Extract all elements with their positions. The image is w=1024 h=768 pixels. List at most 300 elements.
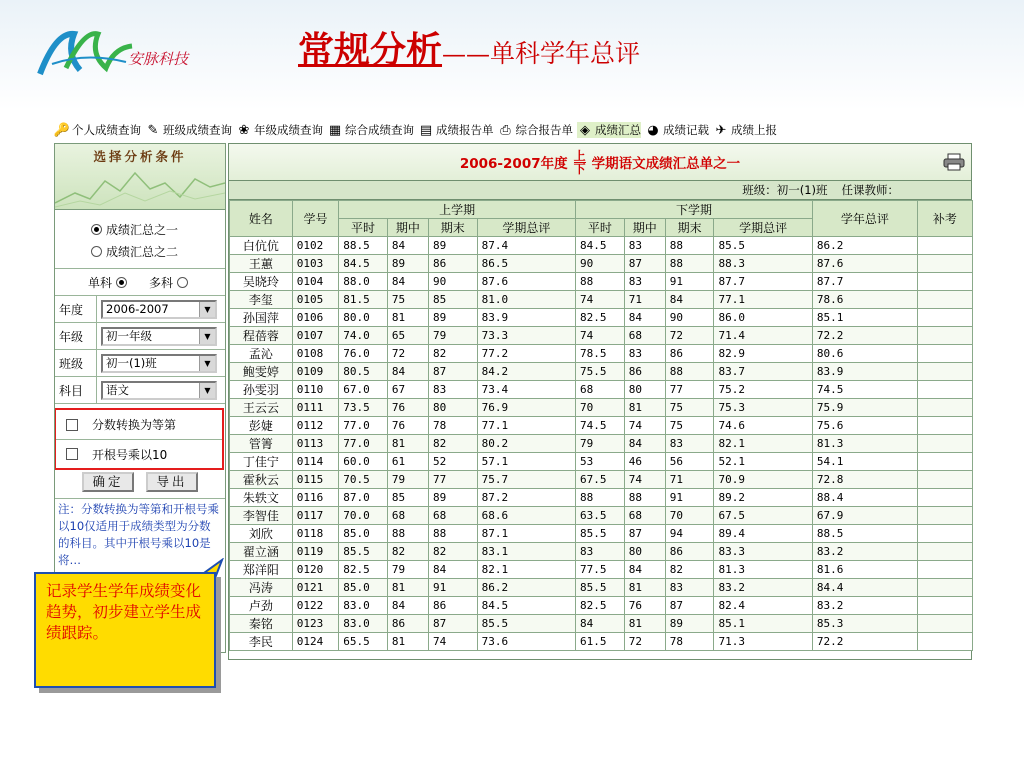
cell-score: 57.1 — [477, 453, 575, 471]
table-row[interactable] — [230, 525, 973, 543]
cell-score: 75.2 — [714, 381, 812, 399]
table-row[interactable] — [230, 453, 973, 471]
cell-score: 77.0 — [339, 435, 388, 453]
toolbar-item-label: 个人成绩查询 — [72, 123, 141, 137]
cell-score: 87 — [624, 255, 665, 273]
cell-name: 冯涛 — [230, 579, 293, 597]
table-row[interactable] — [230, 237, 973, 255]
cell-score: 82.4 — [714, 597, 812, 615]
cell-score: 76 — [624, 597, 665, 615]
class-label: 班级：初一(1)班 — [742, 183, 828, 197]
action-buttons — [55, 472, 225, 494]
cell-score: 84 — [624, 309, 665, 327]
radio-summary1[interactable] — [55, 218, 225, 240]
cell-score: 83.0 — [339, 615, 388, 633]
cell-score: 68 — [624, 507, 665, 525]
cell-name: 王云云 — [230, 399, 293, 417]
cell-name: 白伉伉 — [230, 237, 293, 255]
cell-score: 89 — [428, 237, 477, 255]
cell-score: 67.5 — [714, 507, 812, 525]
callout-text: 记录学生学年成绩变化趋势，初步建立学生成绩跟踪。 — [46, 582, 202, 642]
toolbar-item-3[interactable] — [327, 122, 414, 138]
cell-score: 90 — [665, 309, 714, 327]
mode-multi-label: 多科 — [149, 275, 174, 290]
table-row[interactable] — [230, 363, 973, 381]
cell-score: 82.5 — [576, 597, 625, 615]
toolbar-item-label: 成绩汇总 — [595, 123, 641, 137]
grid-title — [229, 144, 971, 181]
col-lower-term: 下学期 — [576, 201, 813, 219]
printer-icon[interactable] — [943, 153, 965, 171]
cell-score: 85.5 — [576, 525, 625, 543]
cell-score: 88 — [624, 489, 665, 507]
export-button[interactable]: 导出 — [146, 472, 198, 492]
cell-score: 88 — [665, 237, 714, 255]
table-row[interactable] — [230, 543, 973, 561]
cell-score: 54.1 — [812, 453, 917, 471]
cell-score: 68 — [428, 507, 477, 525]
toolbar-item-label: 成绩记载 — [663, 123, 709, 137]
cell-score: 89 — [428, 489, 477, 507]
cell-score: 72.2 — [812, 633, 917, 651]
cell-score: 78 — [428, 417, 477, 435]
cell-name: 孙国萍 — [230, 309, 293, 327]
toolbar — [54, 118, 972, 142]
cell-score: 52 — [428, 453, 477, 471]
cell-score: 83 — [665, 435, 714, 453]
options-highlight-box — [54, 408, 224, 470]
page-title — [298, 22, 640, 73]
cell-score: 80.2 — [477, 435, 575, 453]
toolbar-item-7[interactable] — [645, 122, 709, 138]
filter-field-label: 年级 — [55, 323, 97, 349]
radio-summary2-indicator[interactable] — [91, 246, 102, 257]
filter-select[interactable] — [101, 300, 217, 319]
cell-score: 87 — [428, 615, 477, 633]
cell-score: 74 — [624, 417, 665, 435]
col-lower-usual: 平时 — [576, 219, 625, 237]
cell-score: 76 — [387, 399, 428, 417]
mode-multi-radio[interactable] — [177, 277, 188, 288]
filter-select[interactable] — [101, 327, 217, 346]
cell-score: 82 — [428, 345, 477, 363]
cell-score: 81 — [624, 399, 665, 417]
table-row[interactable] — [230, 417, 973, 435]
cell-score: 85 — [428, 291, 477, 309]
cell-score: 81.3 — [812, 435, 917, 453]
grid-title-subject: 学期语文成绩汇总单之一 — [591, 156, 741, 172]
cell-score: 79 — [428, 327, 477, 345]
cell-score: 84 — [665, 291, 714, 309]
cell-score: 74.5 — [812, 381, 917, 399]
cell-score: 85 — [387, 489, 428, 507]
cell-score: 86 — [665, 345, 714, 363]
cell-score: 80.6 — [812, 345, 917, 363]
cell-score: 83 — [576, 543, 625, 561]
cell-score: 88.0 — [339, 273, 388, 291]
cell-score — [917, 615, 972, 633]
cell-score — [917, 453, 972, 471]
toolbar-item-8[interactable] — [713, 122, 777, 138]
cell-score: 82.9 — [714, 345, 812, 363]
cell-score: 73.5 — [339, 399, 388, 417]
filter-select[interactable] — [101, 354, 217, 373]
term-upper[interactable]: 上 — [573, 148, 586, 163]
cell-score: 78.5 — [576, 345, 625, 363]
cell-score: 83 — [428, 381, 477, 399]
cell-score: 88 — [387, 525, 428, 543]
toolbar-item-0[interactable] — [54, 122, 141, 138]
col-lower-final: 期末 — [665, 219, 714, 237]
toolbar-item-label: 年级成绩查询 — [254, 123, 323, 137]
cell-score: 80 — [428, 399, 477, 417]
cell-id: 0107 — [292, 327, 339, 345]
cell-score: 83.3 — [714, 543, 812, 561]
cell-score: 83.2 — [714, 579, 812, 597]
cell-score: 94 — [665, 525, 714, 543]
cell-score: 88.4 — [812, 489, 917, 507]
cell-score: 77 — [428, 471, 477, 489]
teacher-label: 任课教师： — [841, 183, 899, 197]
table-row[interactable] — [230, 507, 973, 525]
cell-name: 李民 — [230, 633, 293, 651]
cell-score: 75 — [665, 399, 714, 417]
filter-select-value: 初一年级 — [106, 329, 152, 343]
cell-name: 鲍雯婷 — [230, 363, 293, 381]
cell-score: 85.5 — [576, 579, 625, 597]
cell-score: 61 — [387, 453, 428, 471]
cell-id: 0108 — [292, 345, 339, 363]
chevron-down-icon[interactable]: ▼ — [199, 356, 215, 371]
cell-score: 84.5 — [576, 237, 625, 255]
col-upper-usual: 平时 — [339, 219, 388, 237]
cell-score: 89 — [387, 255, 428, 273]
mode-single-radio[interactable] — [116, 277, 127, 288]
cell-name: 李智佳 — [230, 507, 293, 525]
sqrt-x10-checkbox[interactable] — [66, 448, 78, 460]
cell-score: 73.3 — [477, 327, 575, 345]
cell-score: 83 — [624, 237, 665, 255]
cell-score: 71 — [624, 291, 665, 309]
cell-score: 77 — [665, 381, 714, 399]
cell-score: 72 — [665, 327, 714, 345]
cell-id: 0120 — [292, 561, 339, 579]
table-row[interactable] — [230, 399, 973, 417]
cell-score: 74.6 — [714, 417, 812, 435]
cell-score: 82.1 — [477, 561, 575, 579]
cell-id: 0113 — [292, 435, 339, 453]
cell-score: 89.2 — [714, 489, 812, 507]
radio-summary1-label: 成绩汇总之一 — [106, 222, 179, 237]
term-lower[interactable]: 下 — [573, 161, 586, 176]
cell-name: 王蕙 — [230, 255, 293, 273]
cell-score: 91 — [665, 273, 714, 291]
table-row[interactable] — [230, 633, 973, 651]
table-row[interactable] — [230, 597, 973, 615]
cell-id: 0118 — [292, 525, 339, 543]
upload-icon: ✈ — [715, 122, 727, 138]
col-id: 学号 — [292, 201, 339, 237]
decorative-graph-icon — [55, 163, 225, 209]
cell-score: 83 — [624, 273, 665, 291]
cell-score: 63.5 — [576, 507, 625, 525]
cell-score: 81 — [387, 633, 428, 651]
cell-score — [917, 435, 972, 453]
toolbar-item-label: 综合成绩查询 — [345, 123, 414, 137]
term-selector[interactable] — [574, 150, 586, 175]
toolbar-item-6[interactable] — [577, 122, 641, 138]
toolbar-item-4[interactable] — [418, 122, 494, 138]
cell-score: 88 — [576, 273, 625, 291]
cell-score: 85.5 — [714, 237, 812, 255]
cell-score: 85.1 — [812, 309, 917, 327]
cell-score: 67 — [387, 381, 428, 399]
filter-select-value: 语文 — [106, 383, 129, 397]
cell-score: 73.6 — [477, 633, 575, 651]
table-row[interactable] — [230, 615, 973, 633]
filter-field-row — [55, 350, 225, 377]
cell-score — [917, 255, 972, 273]
cell-score: 87.6 — [477, 273, 575, 291]
cell-score: 86 — [428, 255, 477, 273]
cell-score: 82 — [428, 543, 477, 561]
cell-score: 82 — [387, 543, 428, 561]
cell-score: 78.6 — [812, 291, 917, 309]
table-row[interactable] — [230, 579, 973, 597]
cell-score: 88 — [665, 363, 714, 381]
cell-id: 0124 — [292, 633, 339, 651]
cell-score: 74 — [576, 327, 625, 345]
cell-score: 68 — [387, 507, 428, 525]
confirm-button[interactable]: 确定 — [82, 472, 134, 492]
cell-score — [917, 327, 972, 345]
cell-score: 72.8 — [812, 471, 917, 489]
toolbar-item-label: 成绩报告单 — [436, 123, 494, 137]
cell-score — [917, 489, 972, 507]
toolbar-item-label: 综合报告单 — [515, 123, 573, 137]
cell-score: 84.4 — [812, 579, 917, 597]
filter-select[interactable] — [101, 381, 217, 400]
cell-score: 82 — [665, 561, 714, 579]
cell-id: 0104 — [292, 273, 339, 291]
cell-score — [917, 237, 972, 255]
filter-field-row — [55, 323, 225, 350]
cell-score: 79 — [576, 435, 625, 453]
cell-score: 79 — [387, 561, 428, 579]
cell-score: 81.3 — [714, 561, 812, 579]
cell-score: 71 — [665, 471, 714, 489]
cell-score: 81.5 — [339, 291, 388, 309]
col-upper-midterm: 期中 — [387, 219, 428, 237]
filter-field-label: 科目 — [55, 377, 97, 403]
toolbar-item-5[interactable] — [498, 122, 574, 138]
radio-summary1-indicator[interactable] — [91, 224, 102, 235]
cell-id: 0105 — [292, 291, 339, 309]
cell-name: 霍秋云 — [230, 471, 293, 489]
usage-note: 注：分数转换为等第和开根号乘以10仅适用于成绩类型为分数的科目。其中开根号乘以10是将… — [55, 498, 225, 569]
cell-score: 83.0 — [339, 597, 388, 615]
cell-score: 73.4 — [477, 381, 575, 399]
cell-name: 程蓓蓉 — [230, 327, 293, 345]
filter-panel-header — [55, 144, 225, 210]
callout-box — [34, 572, 216, 688]
toolbar-item-1[interactable] — [145, 122, 232, 138]
cell-score: 84 — [387, 363, 428, 381]
cell-score — [917, 633, 972, 651]
cell-score — [917, 291, 972, 309]
summary-icon: ◈ — [580, 122, 590, 138]
cell-score: 82.5 — [339, 561, 388, 579]
cell-score: 87.4 — [477, 237, 575, 255]
cell-id: 0116 — [292, 489, 339, 507]
cell-id: 0115 — [292, 471, 339, 489]
cell-score: 68 — [624, 327, 665, 345]
cell-score: 80 — [624, 381, 665, 399]
cell-score — [917, 381, 972, 399]
cell-score: 75.3 — [714, 399, 812, 417]
filter-field-row — [55, 377, 225, 404]
radio-summary2[interactable] — [55, 240, 225, 262]
cell-score: 87.7 — [714, 273, 812, 291]
table-row[interactable] — [230, 561, 973, 579]
cell-score: 52.1 — [714, 453, 812, 471]
table-row[interactable] — [230, 471, 973, 489]
cell-id: 0112 — [292, 417, 339, 435]
cell-id: 0102 — [292, 237, 339, 255]
cell-score: 67.0 — [339, 381, 388, 399]
cell-score: 88.5 — [812, 525, 917, 543]
grade-convert-checkbox[interactable] — [66, 419, 78, 431]
cell-name: 朱轶文 — [230, 489, 293, 507]
cell-score: 85.5 — [339, 543, 388, 561]
cell-id: 0111 — [292, 399, 339, 417]
cell-id: 0123 — [292, 615, 339, 633]
cell-score: 77.1 — [714, 291, 812, 309]
cell-score: 84 — [428, 561, 477, 579]
cell-score: 86.0 — [714, 309, 812, 327]
grade-convert-label: 分数转换为等第 — [92, 418, 177, 432]
table-row[interactable] — [230, 345, 973, 363]
chevron-down-icon[interactable]: ▼ — [199, 383, 215, 398]
filter-field-row — [55, 296, 225, 323]
cell-score: 53 — [576, 453, 625, 471]
cell-score: 74 — [428, 633, 477, 651]
cell-score: 75 — [387, 291, 428, 309]
filter-field-label: 年度 — [55, 296, 97, 322]
option-grade-convert[interactable] — [56, 410, 222, 439]
cell-score: 81 — [624, 615, 665, 633]
cell-name: 李玺 — [230, 291, 293, 309]
filter-field-label: 班级 — [55, 350, 97, 376]
table-row[interactable] — [230, 309, 973, 327]
cell-score: 86 — [624, 363, 665, 381]
cell-score: 84.5 — [339, 255, 388, 273]
cell-score: 85.3 — [812, 615, 917, 633]
cell-score: 83.9 — [812, 363, 917, 381]
cell-score: 77.0 — [339, 417, 388, 435]
cell-score: 74.5 — [576, 417, 625, 435]
cell-score: 84 — [624, 561, 665, 579]
cell-score: 90 — [428, 273, 477, 291]
cell-score: 77.5 — [576, 561, 625, 579]
cell-score: 86 — [665, 543, 714, 561]
table-row[interactable] — [230, 327, 973, 345]
cell-score: 83 — [665, 579, 714, 597]
toolbar-item-2[interactable] — [236, 122, 323, 138]
cell-id: 0114 — [292, 453, 339, 471]
filter-select-value: 2006-2007 — [106, 302, 169, 316]
cell-score: 88 — [665, 255, 714, 273]
pen-icon: ✎ — [147, 122, 159, 138]
cell-name: 刘欣 — [230, 525, 293, 543]
col-upper-term: 上学期 — [339, 201, 576, 219]
cell-score: 88 — [428, 525, 477, 543]
table-row[interactable] — [230, 255, 973, 273]
cell-score: 81 — [387, 435, 428, 453]
subject-mode-row — [55, 269, 225, 295]
filter-select-value: 初一(1)班 — [106, 356, 157, 370]
cell-score: 70 — [665, 507, 714, 525]
cell-score: 74 — [624, 471, 665, 489]
cell-score — [917, 597, 972, 615]
cell-score — [917, 471, 972, 489]
col-year-total: 学年总评 — [812, 201, 917, 237]
cell-id: 0103 — [292, 255, 339, 273]
cell-score: 89.4 — [714, 525, 812, 543]
table-row[interactable] — [230, 291, 973, 309]
cell-score: 87.0 — [339, 489, 388, 507]
cell-score: 87 — [665, 597, 714, 615]
cell-score: 75.7 — [477, 471, 575, 489]
cell-score: 86 — [428, 597, 477, 615]
cell-score: 84.5 — [477, 597, 575, 615]
option-sqrt-x10[interactable] — [56, 439, 222, 468]
cell-score — [917, 507, 972, 525]
key-icon: 🔑 — [53, 122, 71, 138]
cell-score: 81.6 — [812, 561, 917, 579]
table-row[interactable] — [230, 435, 973, 453]
flower-icon: ❀ — [238, 122, 250, 138]
sqrt-x10-label: 开根号乘以10 — [92, 447, 168, 462]
table-row[interactable] — [230, 489, 973, 507]
cell-id: 0110 — [292, 381, 339, 399]
chevron-down-icon[interactable]: ▼ — [199, 329, 215, 344]
cell-score — [917, 525, 972, 543]
cell-score: 90 — [576, 255, 625, 273]
cell-score: 81 — [387, 309, 428, 327]
title-sub: 单科学年总评 — [490, 39, 641, 68]
score-table — [229, 200, 973, 651]
logo-text: 安脉科技 — [128, 50, 189, 68]
table-row[interactable] — [230, 273, 973, 291]
cell-score — [917, 399, 972, 417]
cell-name: 吴晓玲 — [230, 273, 293, 291]
cell-score: 67.9 — [812, 507, 917, 525]
cell-score: 71.3 — [714, 633, 812, 651]
cell-score: 75 — [665, 417, 714, 435]
cell-name: 彭婕 — [230, 417, 293, 435]
col-name: 姓名 — [230, 201, 293, 237]
cell-score: 83.9 — [477, 309, 575, 327]
cell-score: 75.6 — [812, 417, 917, 435]
filter-panel-title: 选择分析条件 — [93, 149, 187, 164]
chevron-down-icon[interactable]: ▼ — [199, 302, 215, 317]
table-row[interactable] — [230, 381, 973, 399]
cell-score: 76.0 — [339, 345, 388, 363]
cell-score: 91 — [665, 489, 714, 507]
cell-score: 77.2 — [477, 345, 575, 363]
cell-score: 86.2 — [477, 579, 575, 597]
